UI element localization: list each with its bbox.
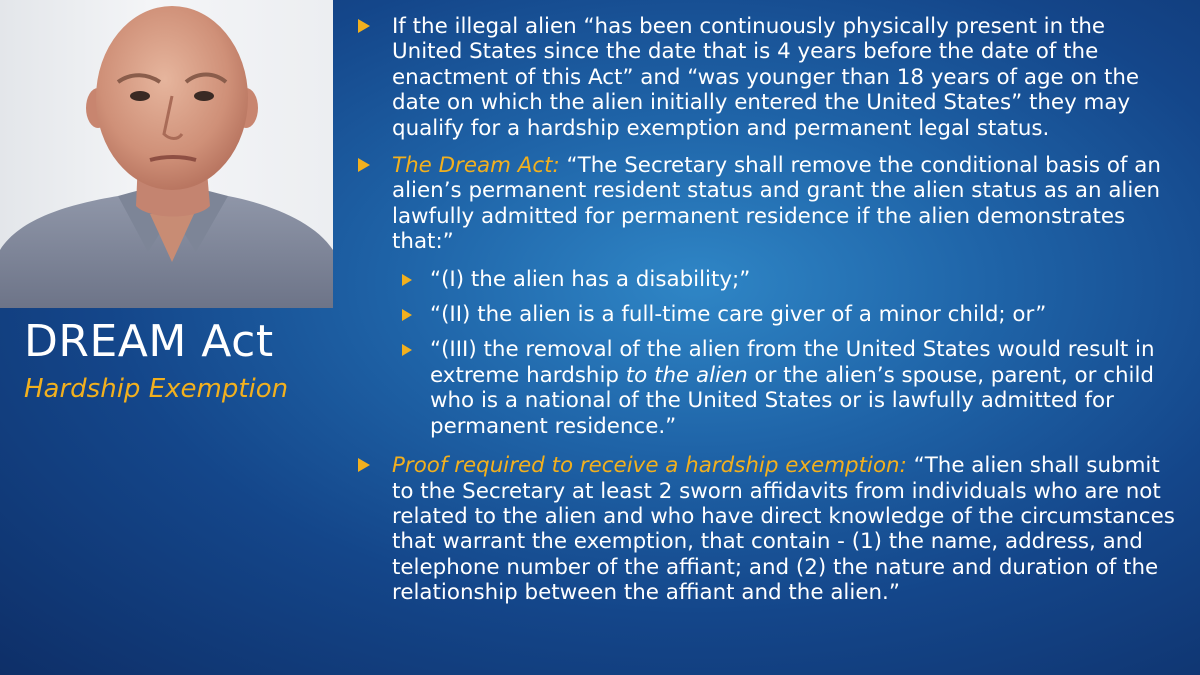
bullet-arrow-icon xyxy=(358,458,370,472)
sub-bullet-arrow-icon xyxy=(402,344,412,356)
slide-title-block xyxy=(24,316,324,406)
sub-bullet-text: “(II) the alien is a full-time care giver of a minor child; or” xyxy=(430,302,1047,328)
sub-bullet-care-giver xyxy=(358,302,1180,327)
bullet-lead: Proof required to receive a hardship exemption: xyxy=(392,453,907,479)
slide-title: DREAM Act xyxy=(24,316,274,367)
presenter-webcam-icon xyxy=(0,0,333,308)
presenter-webcam-video xyxy=(0,0,333,308)
bullet-list xyxy=(358,14,1180,618)
sub-bullet-extreme-hardship xyxy=(358,337,1180,439)
bullet-dream-act-quote xyxy=(358,153,1180,255)
sub-bullet-disability xyxy=(358,267,1180,292)
slide-subtitle: Hardship Exemption xyxy=(24,374,289,404)
bullet-proof-required xyxy=(358,453,1180,605)
sub-bullet-text: “(I) the alien has a disability;” xyxy=(430,266,751,292)
sub-bullet-text-after: or the alien’s spouse, parent, or child who is a national of the United States or is lawfully admitted for permanent residence.” xyxy=(430,362,1154,439)
sub-bullet-arrow-icon xyxy=(402,309,412,321)
bullet-text: If the illegal alien “has been continuously physically present in the United States since the date that is 4 years before the date of the enactment of this Act” and “was younger than 18 years of age on the date on which the alien initially entered the United States” they may qualify for a hardship exemption and permanent legal status. xyxy=(392,14,1140,141)
sub-bullet-text-before: “(III) the removal of the alien from the United States would result in extreme hardship xyxy=(430,337,1155,388)
bullet-continuous-presence xyxy=(358,14,1180,141)
bullet-arrow-icon xyxy=(358,158,370,172)
bullet-text: “The Secretary shall remove the conditional basis of an alien’s permanent resident status and grant the alien status as an alien lawfully admitted for permanent residence if the alien demonstrates that:” xyxy=(392,153,1161,255)
sub-bullet-list xyxy=(358,267,1180,439)
bullet-arrow-icon xyxy=(358,19,370,33)
bullet-text: “The alien shall submit to the Secretary at least 2 sworn affidavits from individuals who are not related to the alien and who have direct knowledge of the circumstances that warrant the exemption, that contain - (1) the name, address, and telephone number of the affiant; and (2) the nature and duration of the relationship between the affiant and the alien.” xyxy=(392,453,1175,606)
sub-bullet-arrow-icon xyxy=(402,274,412,286)
sub-bullet-text-italic: to the alien xyxy=(625,362,748,388)
bullet-lead: The Dream Act: xyxy=(392,153,560,179)
